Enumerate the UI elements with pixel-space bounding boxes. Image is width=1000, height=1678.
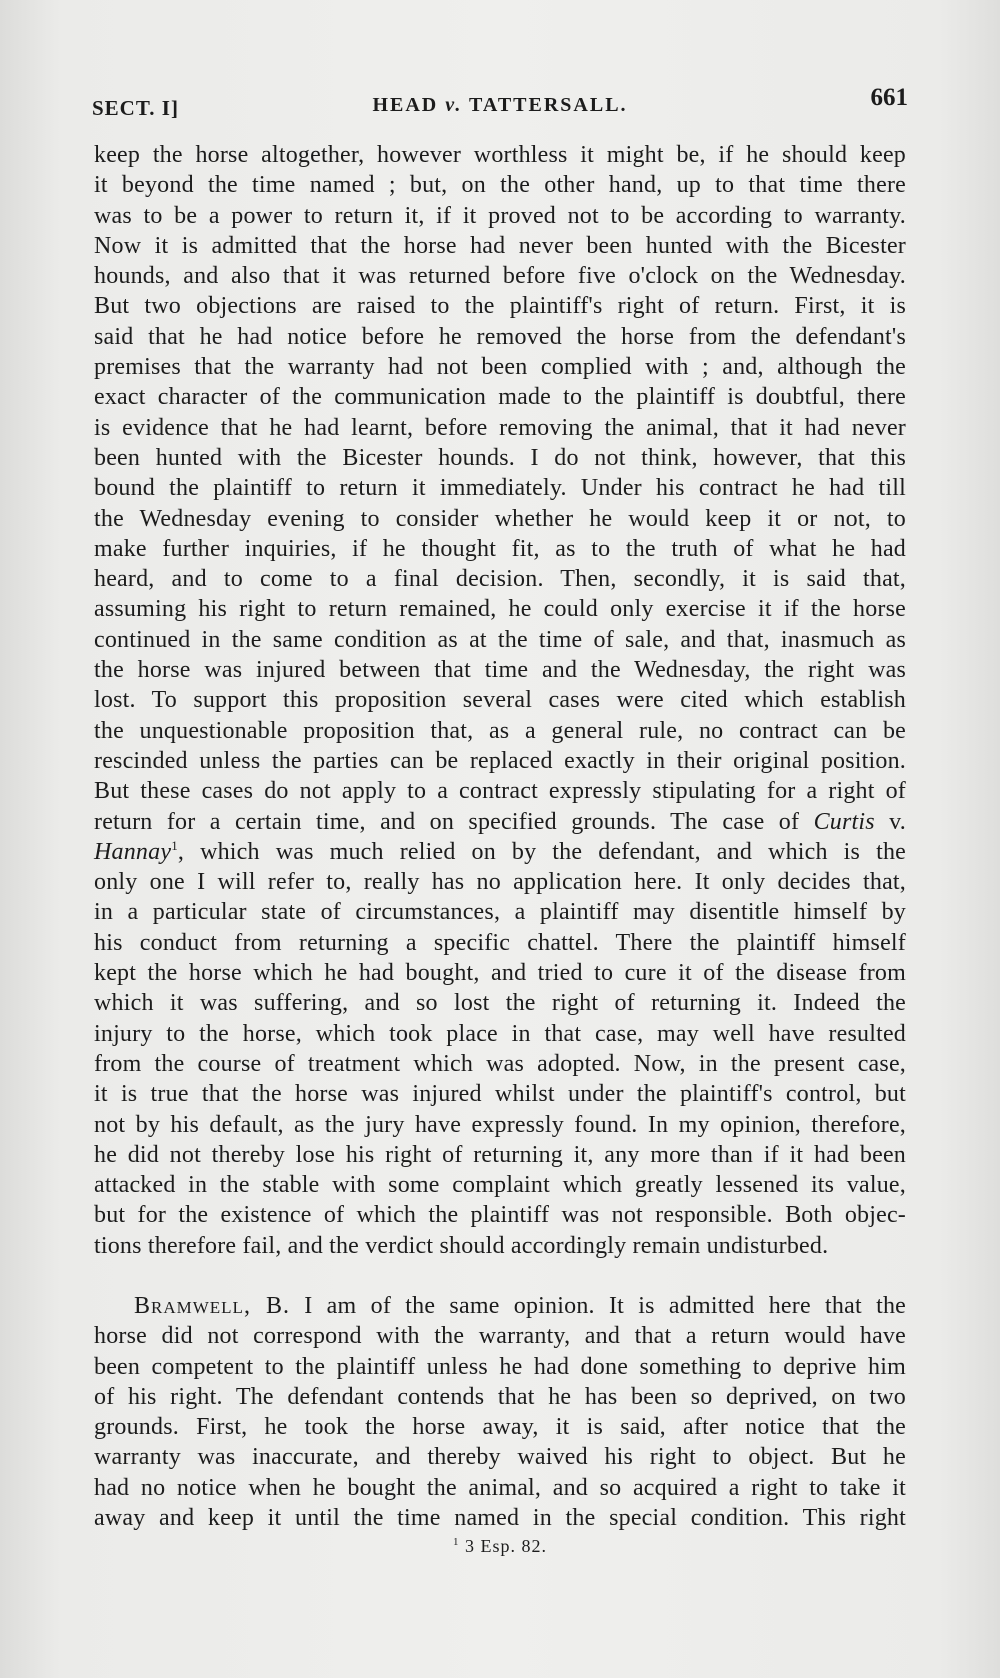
text-line: of his right. The defendant contends that he has been so deprived, on two [94,1383,906,1410]
text-line: grounds. First, he took the horse away, it is said, after notice that the [94,1414,906,1441]
text-line: been competent to the plaintiff unless he had done something to deprive him [94,1353,906,1380]
text-line: Now it is admitted that the horse had never been hunted with the Bicester [94,232,906,259]
text-line: warranty was inaccurate, and thereby waived his right to object. But he [94,1444,906,1471]
text-line: only one I will refer to, really has no application here. It only decides that, [94,869,906,896]
text-line: had no notice when he bought the animal, and so acquired a right to take it [94,1474,906,1501]
text-line: it is true that the horse was injured whilst under the plaintiff's control, but [94,1081,906,1108]
paragraph-gap [94,1261,906,1291]
text-line: bound the plaintiff to return it immediately. Under his contract he had till [94,475,906,502]
text-line-with-citation [94,837,906,867]
text-line: not by his default, as the jury have expressly found. In my opinion, therefore, [94,1111,906,1138]
text-line: make further inquiries, if he thought fit, as to the truth of what he had [94,535,906,562]
page-number: 661 [870,84,908,111]
text-line: in a particular state of circumstances, a plaintiff may disentitle himself by [94,899,906,926]
text-line: injury to the horse, which took place in that case, may well have resulted [94,1020,906,1047]
case-name-curtis: Curtis [813,808,875,835]
text-line: was to be a power to return it, if it proved not to be according to warranty. [94,202,906,229]
text-line: is evidence that he had learnt, before removing the animal, that it had never [94,414,906,441]
text-line: heard, and to come to a final decision. Then, secondly, it is said that, [94,566,906,593]
text-line: continued in the same condition as at the time of sale, and that, inasmuch as [94,626,906,653]
text-line: hounds, and also that it was returned before five o'clock on the Wednesday. [94,263,906,290]
title-versus: v. [445,94,463,116]
text-line: keep the horse altogether, however worthless it might be, if he should keep [94,142,906,168]
text-line-with-speaker [94,1291,906,1321]
footnote-citation: 3 Esp. 82. [465,1536,547,1556]
text-line: lost. To support this proposition several cases were cited which establish [94,687,906,714]
footnote-marker: 1 [453,1536,460,1548]
text-line: from the course of treatment which was adopted. Now, in the present case, [94,1050,906,1077]
running-title [92,94,908,117]
text-line: he did not thereby lose his right of returning it, any more than if it had been [94,1141,906,1168]
paragraph-judgment-continued [94,140,906,1261]
text-line: the horse was injured between that time and the Wednesday, the right was [94,657,906,684]
running-header [92,84,908,124]
text-line: premises that the warranty had not been complied with ; and, although the [94,354,906,381]
text-line: horse did not correspond with the warranty, and that a return would have [94,1323,906,1350]
text-line: attacked in the stable with some complaint which greatly lessened its value, [94,1172,906,1199]
text-line: away and keep it until the time named in the special condition. This right [94,1505,906,1532]
title-plaintiff: HEAD [372,94,439,116]
text-fragment: , which was much relied on by the defendant, and which is the [177,838,906,865]
text-line: his conduct from returning a specific chattel. There the plaintiff himself [94,929,906,956]
text-line: But two objections are raised to the plaintiff's right of return. First, it is [94,293,906,320]
case-name-hannay: Hannay [94,838,172,865]
text-line: exact character of the communication made to the plaintiff is doubtful, there [94,384,906,411]
text-line: but for the existence of which the plaintiff was not responsible. Both objec- [94,1202,906,1229]
text-fragment: return for a certain time, and on specified grounds. The case of [94,808,800,835]
text-line: the Wednesday evening to consider whether he would keep it or not, to [94,505,906,532]
paragraph-bramwell-opinion [94,1291,906,1533]
case-versus: v. [889,808,906,835]
text-line: tions therefore fail, and the verdict should accordingly remain undisturbed. [94,1232,829,1259]
body-text [94,140,906,1533]
text-line: kept the horse which he had bought, and tried to cure it of the disease from [94,960,906,987]
footnote-reference[interactable]: 1 [171,837,178,853]
text-line-with-citation [94,807,906,837]
section-label: SECT. I] [92,96,179,120]
text-line: said that he had notice before he removed the horse from the defendant's [94,323,906,350]
text-line: been hunted with the Bicester hounds. I do not think, however, that this [94,444,906,471]
text-line: the unquestionable proposition that, as a general rule, no contract can be [94,717,906,744]
footnote [0,1536,1000,1557]
text-line: which it was suffering, and so lost the right of returning it. Indeed the [94,990,906,1017]
text-line: assuming his right to return remained, he could only exercise it if the horse [94,596,906,623]
text-line: rescinded unless the parties can be replaced exactly in their original position. [94,747,906,774]
text-line: But these cases do not apply to a contract expressly stipulating for a right of [94,778,906,805]
title-defendant: TATTERSALL. [469,94,628,116]
text-line: it beyond the time named ; but, on the other hand, up to that time there [94,172,906,199]
judge-name: Bramwell, B. [134,1292,290,1319]
text-fragment: I am of the same opinion. It is admitted here that the [304,1292,907,1319]
